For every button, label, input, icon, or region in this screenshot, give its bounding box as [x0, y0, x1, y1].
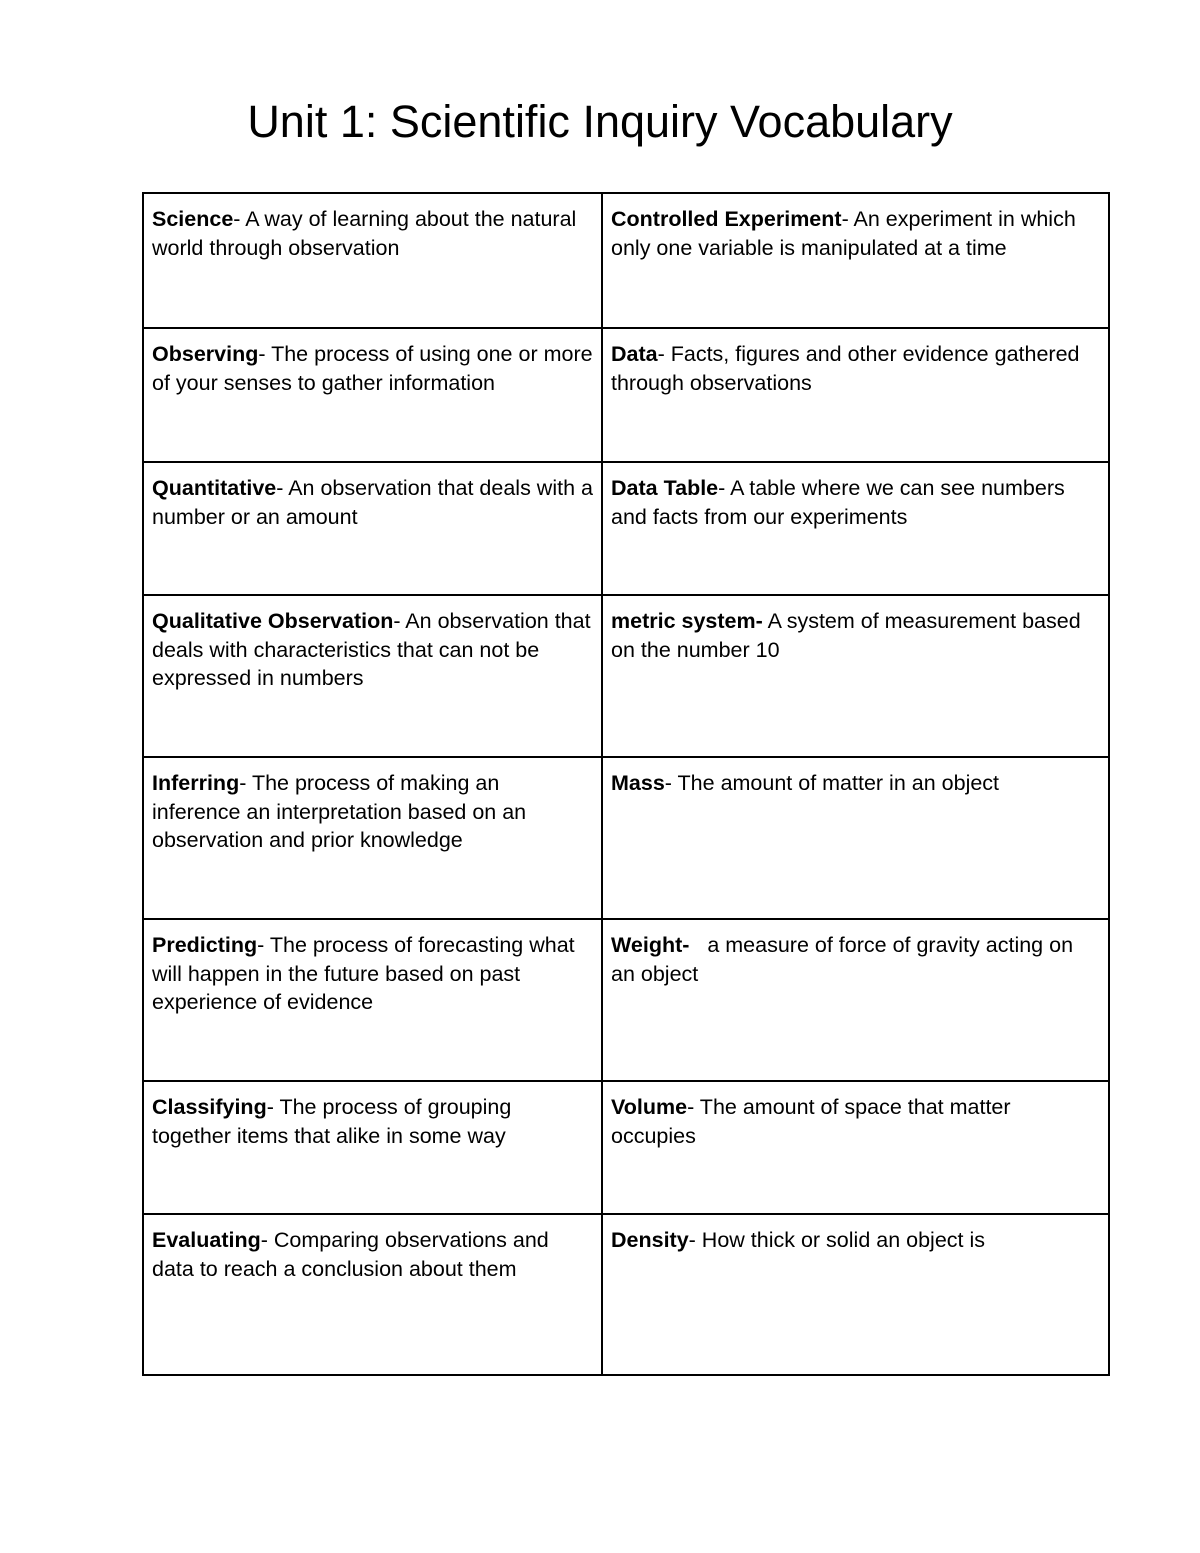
table-row [143, 919, 1109, 1081]
vocab-term: Controlled Experiment [611, 207, 842, 231]
vocab-cell-observing [143, 328, 602, 462]
page-title: Unit 1: Scientific Inquiry Vocabulary [247, 96, 953, 147]
vocab-term: Predicting [152, 933, 258, 957]
vocab-definition: - Facts, figures and other evidence gathered through observations [611, 342, 1080, 395]
vocab-term: Weight- [611, 933, 690, 957]
vocab-cell-data-table [602, 462, 1109, 595]
vocab-term: Data Table [611, 476, 719, 500]
table-row [143, 595, 1109, 757]
vocab-cell-data [602, 328, 1109, 462]
vocab-cell-predicting [143, 919, 602, 1081]
vocab-term: metric system- [611, 609, 763, 633]
vocab-term: Quantitative [152, 476, 277, 500]
table-row [143, 1214, 1109, 1375]
table-row [143, 462, 1109, 595]
vocab-definition: - The process of forecasting what will happen in the future based on past experience of evidence [152, 933, 575, 1014]
vocab-cell-controlled-experiment [602, 193, 1109, 328]
vocab-cell-qualitative-observation [143, 595, 602, 757]
vocab-definition: - The amount of matter in an object [664, 771, 1000, 795]
vocab-term: Science [152, 207, 234, 231]
vocab-definition: - The process of grouping together items that alike in some way [152, 1095, 512, 1148]
vocab-term: Observing [152, 342, 259, 366]
vocab-term: Density [611, 1228, 689, 1252]
vocab-term: Classifying [152, 1095, 267, 1119]
vocab-definition: - An experiment in which only one variable is manipulated at a time [611, 207, 1076, 260]
vocab-term: Qualitative Observation [152, 609, 394, 633]
vocab-definition: - A table where we can see numbers and facts from our experiments [611, 476, 1065, 529]
vocab-term: Mass [611, 771, 665, 795]
vocab-definition: - How thick or solid an object is [688, 1228, 986, 1252]
vocab-cell-metric-system [602, 595, 1109, 757]
vocab-definition: - The process of using one or more of your senses to gather information [152, 342, 593, 395]
vocab-definition: - An observation that deals with characteristics that can not be expressed in numbers [152, 609, 591, 690]
vocab-cell-volume [602, 1081, 1109, 1214]
vocab-cell-classifying [143, 1081, 602, 1214]
vocab-cell-inferring [143, 757, 602, 919]
vocab-definition: a measure of force of gravity acting on an object [611, 933, 1080, 986]
vocab-definition: - The amount of space that matter occupies [611, 1095, 1011, 1148]
vocab-definition: - Comparing observations and data to reach a conclusion about them [152, 1228, 549, 1281]
table-row [143, 757, 1109, 919]
vocab-term: Volume [611, 1095, 688, 1119]
table-row [143, 193, 1109, 328]
table-row [143, 328, 1109, 462]
vocab-cell-evaluating [143, 1214, 602, 1375]
vocab-cell-weight [602, 919, 1109, 1081]
table-row [143, 1081, 1109, 1214]
vocab-cell-science [143, 193, 602, 328]
vocab-term: Inferring [152, 771, 240, 795]
vocab-definition: - An observation that deals with a number or an amount [152, 476, 593, 529]
vocab-cell-quantitative [143, 462, 602, 595]
vocab-cell-mass [602, 757, 1109, 919]
vocabulary-table [142, 192, 1110, 1376]
vocab-definition: - The process of making an inference an interpretation based on an observation and prior knowledge [152, 771, 527, 852]
vocab-definition: - A way of learning about the natural world through observation [152, 207, 577, 260]
vocab-term: Data [611, 342, 658, 366]
vocab-definition: A system of measurement based on the number 10 [611, 609, 1081, 662]
vocab-term: Evaluating [152, 1228, 261, 1252]
vocab-cell-density [602, 1214, 1109, 1375]
